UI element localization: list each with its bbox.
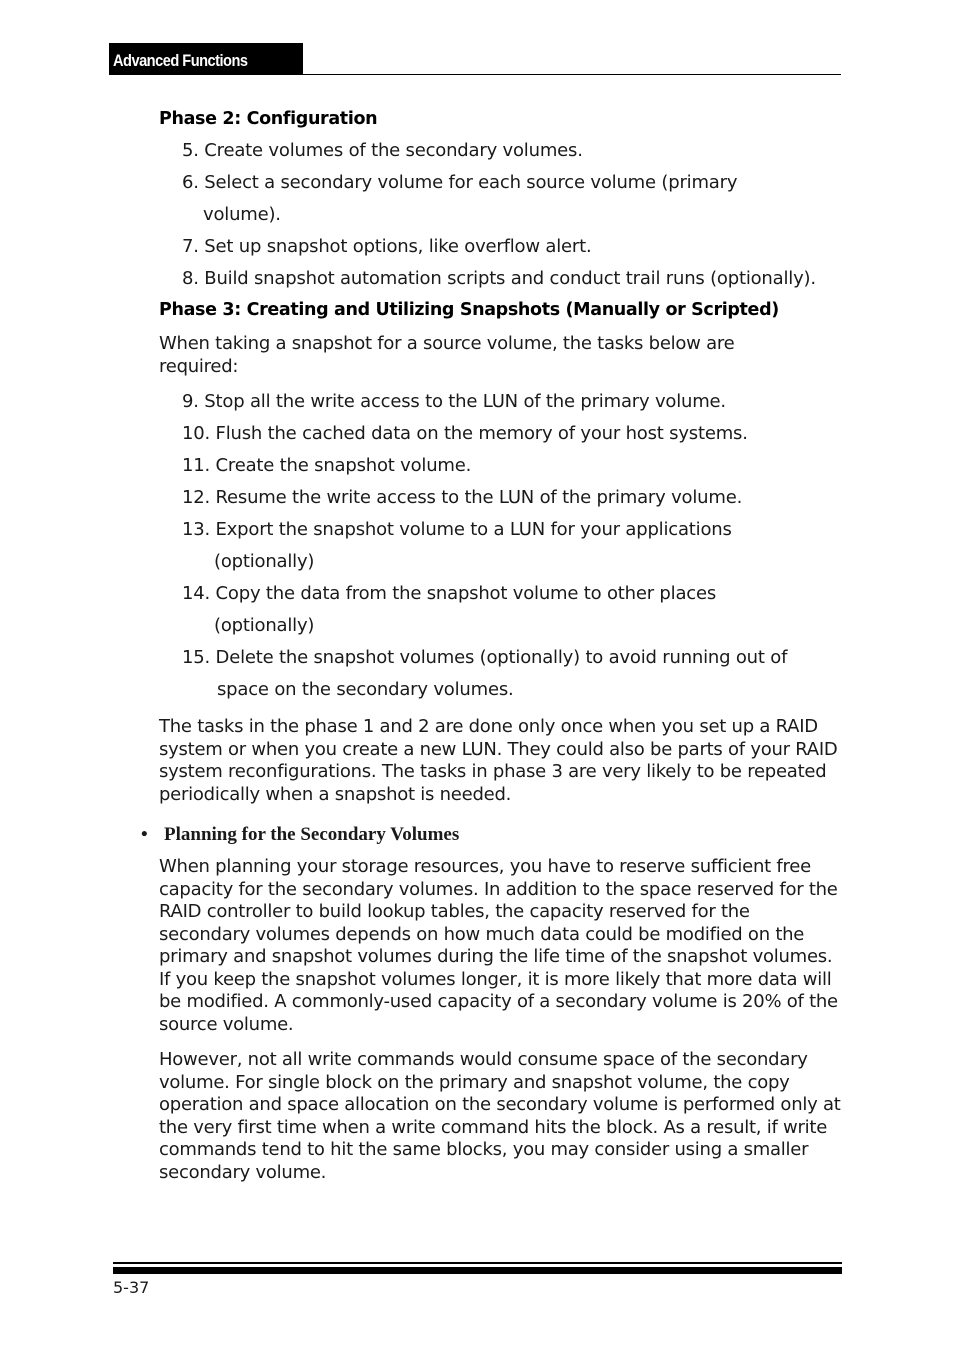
phase2-heading: Phase 2: Configuration	[159, 109, 378, 129]
step-item: 7. Set up snapshot options, like overflow alert.	[182, 236, 592, 257]
step-item: 13. Export the snapshot volume to a LUN for your applications	[182, 519, 732, 540]
step-item-continuation: (optionally)	[214, 615, 315, 636]
step-item: 5. Create volumes of the secondary volumes.	[182, 140, 583, 161]
phase3-intro: When taking a snapshot for a source volume, the tasks below are required:	[159, 333, 735, 377]
section-header-tab	[109, 43, 303, 75]
step-item-continuation: (optionally)	[214, 551, 315, 572]
section-title: Advanced Functions	[113, 51, 248, 70]
planning-paragraph: When planning your storage resources, you have to reserve sufficient free capacity for the secondary volumes. In addition to the space reserved for the RAID controller to build lookup tables, the capacity reserved for the secondary volumes depends on how much data could be modified on the primary and snapshot volumes during the life time of the snapshot volumes. If you keep the snapshot volumes longer, it is more likely that more data will be modified. A commonly-used capacity of a secondary volume is 20% of the source volume.	[159, 856, 838, 1035]
page-number: 5-37	[113, 1278, 150, 1297]
step-item: 11. Create the snapshot volume.	[182, 455, 472, 476]
planning-heading: Planning for the Secondary Volumes	[164, 824, 460, 845]
phase3-steps	[159, 386, 843, 706]
planning-bullet-heading	[141, 822, 843, 848]
page-content	[141, 106, 843, 1184]
planning-paragraph: However, not all write commands would consume space of the secondary volume. For single block on the primary and snapshot volume, the copy operation and space allocation on the secondary volume is performed only at the very first time when a write command hits the block. As a result, if write commands tend to hit the same blocks, you may consider using a smaller secondary volume.	[159, 1049, 841, 1183]
header-rule	[303, 74, 841, 75]
step-item: 9. Stop all the write access to the LUN of the primary volume.	[182, 391, 726, 412]
phase-summary: The tasks in the phase 1 and 2 are done only once when you set up a RAID system or when you create a new LUN. They could also be parts of your RAID system reconfigurations. The tasks in phase 3 are very likely to be repeated periodically when a snapshot is needed.	[159, 716, 838, 805]
footer-rule-thin	[113, 1262, 842, 1264]
step-item: 15. Delete the snapshot volumes (optionally) to avoid running out of	[182, 647, 788, 668]
footer-rule-thick	[113, 1267, 842, 1274]
step-item-continuation: volume).	[203, 204, 281, 225]
step-item: 12. Resume the write access to the LUN of the primary volume.	[182, 487, 743, 508]
step-item-continuation: space on the secondary volumes.	[217, 679, 514, 700]
phase3-heading: Phase 3: Creating and Utilizing Snapshots (Manually or Scripted)	[159, 300, 779, 320]
step-item: 10. Flush the cached data on the memory of your host systems.	[182, 423, 748, 444]
bullet-icon: •	[141, 824, 148, 845]
phase2-steps	[159, 135, 843, 295]
step-item: 14. Copy the data from the snapshot volume to other places	[182, 583, 717, 604]
step-item: 6. Select a secondary volume for each source volume (primary	[182, 172, 738, 193]
step-item: 8. Build snapshot automation scripts and conduct trail runs (optionally).	[182, 268, 816, 289]
